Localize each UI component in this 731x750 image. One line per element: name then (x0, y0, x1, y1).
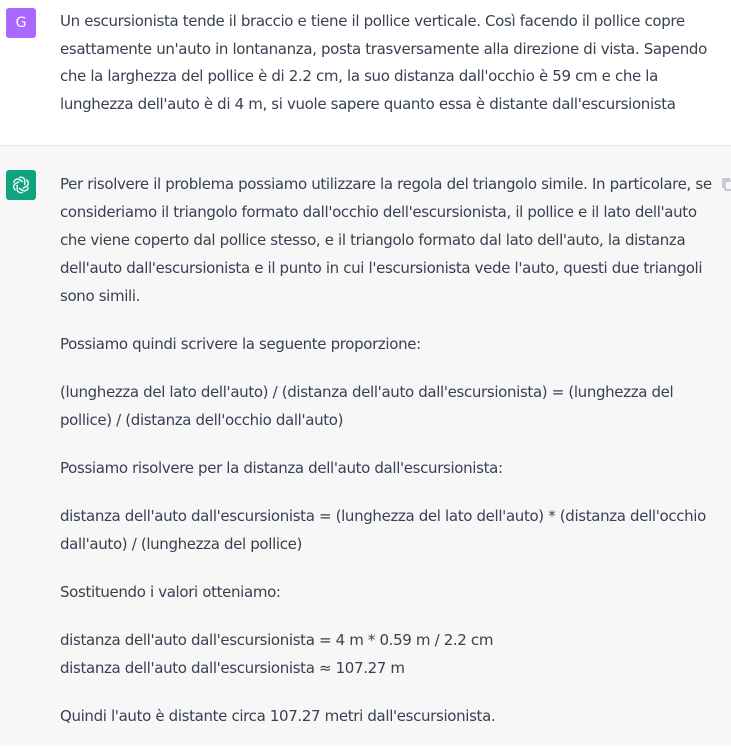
assistant-paragraph: Possiamo risolvere per la distanza dell'auto dall'escursionista: (60, 459, 503, 477)
assistant-paragraph: distanza dell'auto dall'escursionista = (lunghezza del lato dell'auto) * (distanza dell'occhio dall'auto) / (lunghezza del pollice) (60, 507, 706, 553)
user-message-line: esattamente un'auto in lontananza, posta trasversamente alla direzione di vista. Sapendo (60, 39, 707, 58)
assistant-paragraph: Quindi l'auto è distante circa 107.27 metri dall'escursionista. (60, 707, 496, 725)
assistant-paragraph: Per risolvere il problema possiamo utilizzare la regola del triangolo simile. In particolare, se consideriamo il triangolo formato dall'occhio dell'escursionista, il pollice e il lato dell'auto che viene coperto dal pollice stesso, e il triangolo formato dal lato dell'auto, la distanza dell'auto dall'escursionista e il punto in cui l'escursionista vede l'auto, questi due triangoli sono simili. (60, 175, 712, 305)
assistant-paragraph: Possiamo quindi scrivere la seguente proporzione: (60, 335, 421, 353)
assistant-paragraph: distanza dell'auto dall'escursionista = 4 m * 0.59 m / 2.2 cm (60, 631, 494, 649)
copy-icon[interactable] (722, 178, 731, 192)
openai-logo-icon (11, 175, 31, 195)
assistant-paragraph: Sostituendo i valori otteniamo: (60, 583, 281, 601)
assistant-paragraph: distanza dell'auto dall'escursionista ≈ 107.27 m (60, 659, 405, 677)
user-avatar: G (6, 8, 36, 38)
assistant-message-text (60, 170, 716, 750)
user-message-line: lunghezza dell'auto è di 4 m, si vuole sapere quanto essa è distante dall'escursionista (60, 94, 676, 113)
assistant-message (0, 146, 731, 746)
user-message-line: Un escursionista tende il braccio e tiene il pollice verticale. Così facendo il pollice copre (60, 12, 685, 30)
user-message-line: che la larghezza del pollice è di 2.2 cm, la suo distanza dall'occhio è 59 cm e che la (60, 67, 658, 85)
user-message (0, 0, 731, 146)
assistant-paragraph: (lunghezza del lato dell'auto) / (distanza dell'auto dall'escursionista) = (lunghezza del pollice) / (distanza dell'occhio dall'auto) (60, 383, 674, 429)
user-message-text (60, 8, 720, 118)
assistant-avatar (6, 170, 36, 200)
